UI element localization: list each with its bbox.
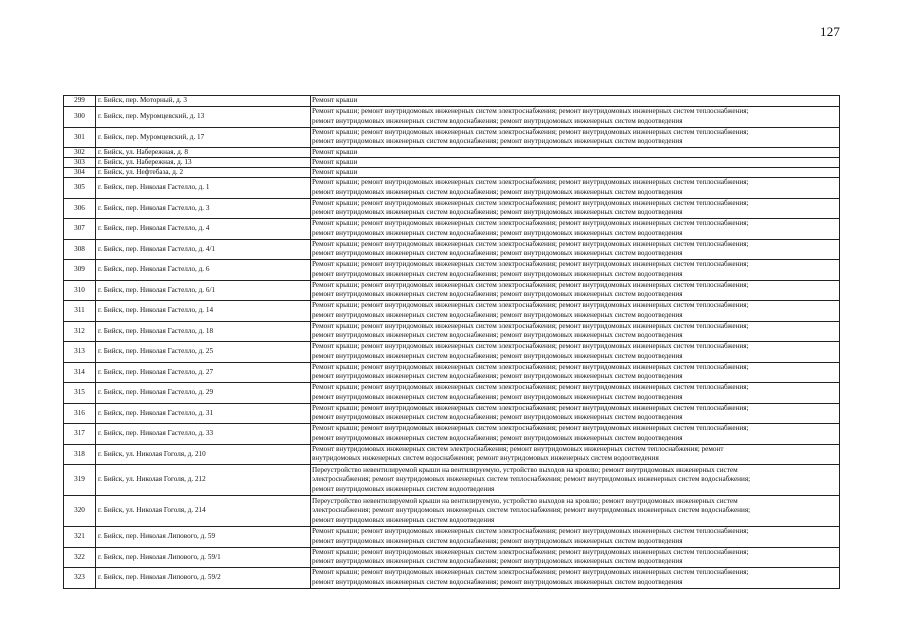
row-number: 303 — [74, 158, 85, 166]
row-number: 300 — [74, 112, 85, 121]
work-line: Ремонт крыши — [312, 96, 358, 105]
row-address: г. Бийск, пер. Николая Гастелло, д. 33 — [95, 424, 310, 444]
table-row — [64, 96, 839, 106]
table-row — [64, 444, 839, 465]
work-line: ремонт внутридомовых инженерных систем водоотведения — [312, 515, 495, 524]
row-number: 323 — [74, 573, 85, 582]
row-work — [310, 527, 839, 547]
work-line: ремонт внутридомовых инженерных систем водоснабжения; ремонт внутридомовых инженерных систем водоотведения — [312, 269, 683, 278]
row-number: 314 — [74, 367, 85, 376]
row-number: 312 — [74, 326, 85, 335]
row-address: г. Бийск, пер. Николая Гастелло, д. 27 — [95, 363, 310, 383]
table-row — [64, 423, 839, 444]
work-line: ремонт внутридомовых инженерных систем водоснабжения; ремонт внутридомовых инженерных систем водоотведения — [312, 372, 683, 381]
row-work — [310, 363, 839, 383]
repair-table — [63, 95, 840, 589]
table-row — [64, 495, 839, 526]
work-line: ремонт внутридомовых инженерных систем водоснабжения; ремонт внутридомовых инженерных систем водоотведения — [312, 116, 683, 125]
row-address: г. Бийск, пер. Николая Гастелло, д. 1 — [95, 178, 310, 198]
work-line: Ремонт крыши; ремонт внутридомовых инженерных систем электроснабжения; ремонт внутридомовых инженерных систем теплоснабжения; — [312, 301, 749, 310]
work-line: внутридомовых инженерных систем водоснабжения; ремонт внутридомовых инженерных систем водоотведения — [312, 454, 659, 463]
work-line: Ремонт крыши; ремонт внутридомовых инженерных систем электроснабжения; ремонт внутридомовых инженерных систем теплоснабжения; — [312, 424, 749, 433]
row-work — [310, 240, 839, 260]
table-row — [64, 198, 839, 219]
row-number: 308 — [74, 244, 85, 253]
work-line: Ремонт внутридомовых инженерных систем электроснабжения; ремонт внутридомовых инженерных систем теплоснабжения; ремонт — [312, 444, 724, 453]
work-line: Ремонт крыши; ремонт внутридомовых инженерных систем электроснабжения; ремонт внутридомовых инженерных систем теплоснабжения; — [312, 568, 749, 577]
row-work — [310, 548, 839, 568]
row-address: г. Бийск, пер. Моторный, д. 3 — [95, 96, 310, 106]
row-number: 311 — [74, 306, 85, 315]
work-line: Ремонт крыши; ремонт внутридомовых инженерных систем электроснабжения; ремонт внутридомовых инженерных систем теплоснабжения; — [312, 239, 749, 248]
row-number: 301 — [74, 132, 85, 141]
work-line: Ремонт крыши — [312, 168, 358, 176]
work-line: электроснабжения; ремонт внутридомовых инженерных систем теплоснабжения; ремонт внутридомовых инженерных систем водоснабжения; — [312, 475, 751, 484]
table-row — [64, 147, 839, 157]
row-address: г. Бийск, ул. Нефтебаза, д. 2 — [95, 168, 310, 177]
work-line: Ремонт крыши; ремонт внутридомовых инженерных систем электроснабжения; ремонт внутридомовых инженерных систем теплоснабжения; — [312, 342, 749, 351]
row-work — [310, 219, 839, 239]
page-number: 127 — [820, 24, 841, 39]
work-line: ремонт внутридомовых инженерных систем водоснабжения; ремонт внутридомовых инженерных систем водоотведения — [312, 228, 683, 237]
table-row — [64, 464, 839, 495]
row-work — [310, 465, 839, 495]
row-work — [310, 383, 839, 403]
row-number: 306 — [74, 203, 85, 212]
table-row — [64, 280, 839, 301]
work-line: ремонт внутридомовых инженерных систем водоснабжения; ремонт внутридомовых инженерных систем водоотведения — [312, 187, 683, 196]
work-line: ремонт внутридомовых инженерных систем водоснабжения; ремонт внутридомовых инженерных систем водоотведения — [312, 577, 683, 586]
row-address: г. Бийск, пер. Николая Гастелло, д. 25 — [95, 342, 310, 362]
work-line: Ремонт крыши; ремонт внутридомовых инженерных систем электроснабжения; ремонт внутридомовых инженерных систем теплоснабжения; — [312, 219, 749, 228]
row-address: г. Бийск, пер. Николая Липового, д. 59/1 — [95, 548, 310, 568]
work-line: Переустройство невентилируемой крыши на вентилируемую, устройство выходов на кровлю; ремонт внутридомовых инженерных систем — [312, 496, 738, 505]
row-address: г. Бийск, пер. Муромцевский, д. 13 — [95, 107, 310, 127]
table-row — [64, 218, 839, 239]
row-number: 315 — [74, 388, 85, 397]
work-line: Ремонт крыши; ремонт внутридомовых инженерных систем электроснабжения; ремонт внутридомовых инженерных систем теплоснабжения; — [312, 321, 749, 330]
row-number: 318 — [74, 449, 85, 458]
row-work — [310, 148, 839, 157]
row-work — [310, 404, 839, 424]
row-work — [310, 107, 839, 127]
work-line: Ремонт крыши; ремонт внутридомовых инженерных систем электроснабжения; ремонт внутридомовых инженерных систем теплоснабжения; — [312, 403, 749, 412]
row-work — [310, 168, 839, 177]
work-line: Ремонт крыши; ремонт внутридомовых инженерных систем электроснабжения; ремонт внутридомовых инженерных систем теплоснабжения; — [312, 260, 749, 269]
row-work — [310, 260, 839, 280]
work-line: Ремонт крыши; ремонт внутридомовых инженерных систем электроснабжения; ремонт внутридомовых инженерных систем теплоснабжения; — [312, 362, 749, 371]
row-address: г. Бийск, ул. Николая Гоголя, д. 210 — [95, 445, 310, 465]
table-row — [64, 403, 839, 424]
row-address: г. Бийск, пер. Николая Гастелло, д. 4 — [95, 219, 310, 239]
row-number: 316 — [74, 408, 85, 417]
work-line: Ремонт крыши; ремонт внутридомовых инженерных систем электроснабжения; ремонт внутридомовых инженерных систем теплоснабжения; — [312, 383, 749, 392]
table-row — [64, 259, 839, 280]
work-line: Ремонт крыши; ремонт внутридомовых инженерных систем электроснабжения; ремонт внутридомовых инженерных систем теплоснабжения; — [312, 127, 749, 136]
work-line: ремонт внутридомовых инженерных систем водоснабжения; ремонт внутридомовых инженерных систем водоотведения — [312, 351, 683, 360]
row-address: г. Бийск, ул. Николая Гоголя, д. 212 — [95, 465, 310, 495]
row-number: 313 — [74, 347, 85, 356]
table-row — [64, 382, 839, 403]
table-row — [64, 127, 839, 148]
work-line: ремонт внутридомовых инженерных систем водоснабжения; ремонт внутридомовых инженерных систем водоотведения — [312, 413, 683, 422]
table-row — [64, 300, 839, 321]
table-row — [64, 157, 839, 167]
row-number: 299 — [74, 96, 85, 105]
work-line: ремонт внутридомовых инженерных систем водоснабжения; ремонт внутридомовых инженерных систем водоотведения — [312, 557, 683, 566]
row-work — [310, 199, 839, 219]
work-line: ремонт внутридомовых инженерных систем водоотведения — [312, 484, 495, 493]
row-work — [310, 96, 839, 106]
row-number: 304 — [74, 168, 85, 176]
work-line: Ремонт крыши; ремонт внутридомовых инженерных систем электроснабжения; ремонт внутридомовых инженерных систем теплоснабжения; — [312, 527, 749, 536]
row-work — [310, 281, 839, 301]
row-number: 319 — [74, 475, 85, 484]
row-work — [310, 128, 839, 148]
table-row — [64, 167, 839, 177]
table-row — [64, 341, 839, 362]
work-line: Ремонт крыши — [312, 158, 358, 166]
row-address: г. Бийск, пер. Николая Липового, д. 59/2 — [95, 568, 310, 588]
row-number: 322 — [74, 552, 85, 561]
table-row — [64, 362, 839, 383]
row-address: г. Бийск, пер. Николая Гастелло, д. 3 — [95, 199, 310, 219]
row-work — [310, 496, 839, 526]
row-work — [310, 568, 839, 588]
row-number: 305 — [74, 183, 85, 192]
work-line: Ремонт крыши; ремонт внутридомовых инженерных систем электроснабжения; ремонт внутридомовых инженерных систем теплоснабжения; — [312, 178, 749, 187]
work-line: ремонт внутридомовых инженерных систем водоснабжения; ремонт внутридомовых инженерных систем водоотведения — [312, 310, 683, 319]
row-number: 302 — [74, 148, 85, 156]
row-address: г. Бийск, пер. Николая Гастелло, д. 14 — [95, 301, 310, 321]
row-work — [310, 178, 839, 198]
row-address: г. Бийск, ул. Николая Гоголя, д. 214 — [95, 496, 310, 526]
table-row — [64, 106, 839, 127]
table-row — [64, 321, 839, 342]
table-row — [64, 177, 839, 198]
table-row — [64, 526, 839, 547]
work-line: электроснабжения; ремонт внутридомовых инженерных систем теплоснабжения; ремонт внутридомовых инженерных систем водоснабжения; — [312, 506, 751, 515]
row-number: 309 — [74, 265, 85, 274]
row-work — [310, 301, 839, 321]
row-address: г. Бийск, пер. Николая Гастелло, д. 29 — [95, 383, 310, 403]
work-line: Ремонт крыши; ремонт внутридомовых инженерных систем электроснабжения; ремонт внутридомовых инженерных систем теплоснабжения; — [312, 547, 749, 556]
row-number: 310 — [74, 285, 85, 294]
work-line: ремонт внутридомовых инженерных систем водоснабжения; ремонт внутридомовых инженерных систем водоотведения — [312, 536, 683, 545]
work-line: Ремонт крыши — [312, 148, 358, 156]
row-address: г. Бийск, пер. Муромцевский, д. 17 — [95, 128, 310, 148]
row-address: г. Бийск, ул. Набережная, д. 8 — [95, 148, 310, 157]
table-row — [64, 547, 839, 568]
work-line: Переустройство невентилируемой крыши на вентилируемую, устройство выходов на кровлю; ремонт внутридомовых инженерных систем — [312, 465, 738, 474]
work-line: ремонт внутридомовых инженерных систем водоснабжения; ремонт внутридомовых инженерных систем водоотведения — [312, 433, 683, 442]
table-row — [64, 239, 839, 260]
row-number: 321 — [74, 532, 85, 541]
row-address: г. Бийск, пер. Николая Гастелло, д. 4/1 — [95, 240, 310, 260]
work-line: Ремонт крыши; ремонт внутридомовых инженерных систем электроснабжения; ремонт внутридомовых инженерных систем теплоснабжения; — [312, 107, 749, 116]
work-line: ремонт внутридомовых инженерных систем водоснабжения; ремонт внутридомовых инженерных систем водоотведения — [312, 137, 683, 146]
work-line: ремонт внутридомовых инженерных систем водоснабжения; ремонт внутридомовых инженерных систем водоотведения — [312, 331, 683, 340]
row-work — [310, 158, 839, 167]
table-row — [64, 567, 839, 588]
row-work — [310, 424, 839, 444]
work-line: ремонт внутридомовых инженерных систем водоснабжения; ремонт внутридомовых инженерных систем водоотведения — [312, 392, 683, 401]
work-line: Ремонт крыши; ремонт внутридомовых инженерных систем электроснабжения; ремонт внутридомовых инженерных систем теплоснабжения; — [312, 280, 749, 289]
row-address: г. Бийск, пер. Николая Гастелло, д. 31 — [95, 404, 310, 424]
row-work — [310, 445, 839, 465]
row-number: 320 — [74, 506, 85, 515]
work-line: ремонт внутридомовых инженерных систем водоснабжения; ремонт внутридомовых инженерных систем водоотведения — [312, 290, 683, 299]
row-work — [310, 322, 839, 342]
row-address: г. Бийск, пер. Николая Гастелло, д. 6/1 — [95, 281, 310, 301]
work-line: Ремонт крыши; ремонт внутридомовых инженерных систем электроснабжения; ремонт внутридомовых инженерных систем теплоснабжения; — [312, 198, 749, 207]
row-address: г. Бийск, ул. Набережная, д. 13 — [95, 158, 310, 167]
row-address: г. Бийск, пер. Николая Гастелло, д. 6 — [95, 260, 310, 280]
work-line: ремонт внутридомовых инженерных систем водоснабжения; ремонт внутридомовых инженерных систем водоотведения — [312, 208, 683, 217]
row-number: 307 — [74, 224, 85, 233]
row-work — [310, 342, 839, 362]
row-address: г. Бийск, пер. Николая Гастелло, д. 18 — [95, 322, 310, 342]
work-line: ремонт внутридомовых инженерных систем водоснабжения; ремонт внутридомовых инженерных систем водоотведения — [312, 249, 683, 258]
row-address: г. Бийск, пер. Николая Липового, д. 59 — [95, 527, 310, 547]
row-number: 317 — [74, 429, 85, 438]
